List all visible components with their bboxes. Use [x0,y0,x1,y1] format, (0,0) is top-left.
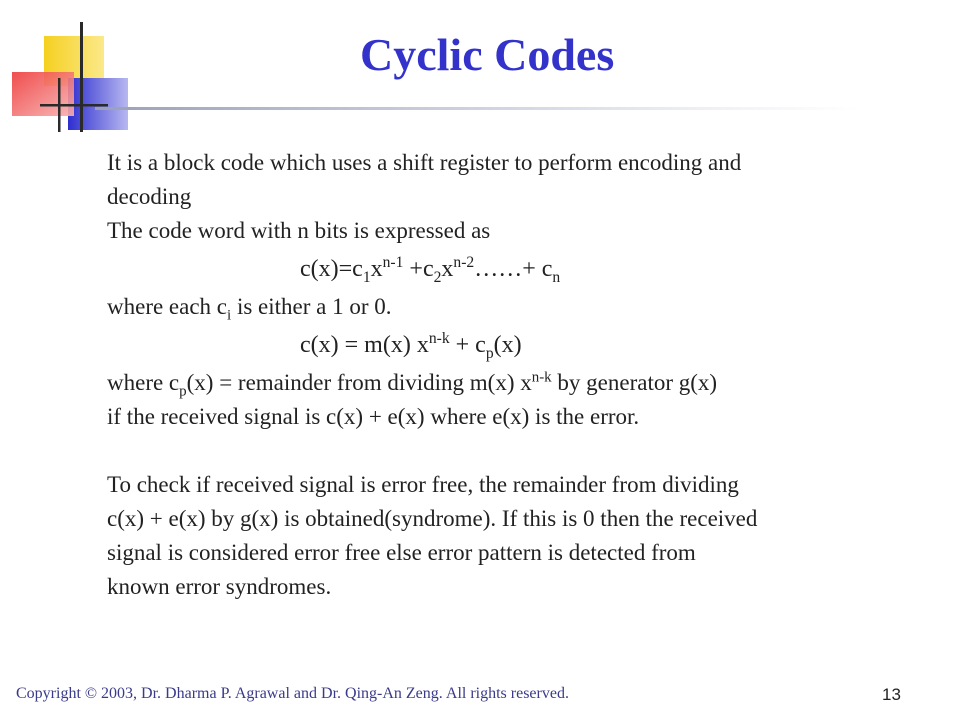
paragraph-coefficient: where each $c_i$ is either a 1 or 0. [107,294,392,324]
paragraph-codeword: The code word with n bits is expressed as [107,218,491,243]
paragraph-definition: It is a block code which uses a shift register to perform encoding and [107,150,742,175]
paragraph-received-signal: if the received signal is c(x) + e(x) where e(x) is the error. [107,404,640,429]
page-number: 13 [882,685,901,704]
decorative-squares-logo [0,0,140,140]
paragraph-error-check-1: To check if received signal is error free, the remainder from dividing [107,472,739,497]
paragraph-error-check-4: known error syndromes. [107,574,332,599]
paragraph-definition-cont: decoding [107,184,192,209]
equation-codeword-polynomial: $c(x)=c_1x^{n-1}$ $+c_2x^{n-2}\dots\dots+ c_n$ [300,254,561,286]
paragraph-remainder: where $c_p(x)$ = remainder from dividing m(x) $x^{n-k}$ by generator g(x) [107,369,718,400]
equation-systematic: c(x) = m(x) $x^{n-k} + c_p(x)$ [300,330,522,362]
slide-title: Cyclic Codes [360,29,615,80]
paragraph-error-check-2: c(x) + e(x) by g(x) is obtained(syndrome). If this is 0 then the received [107,506,758,531]
footer-copyright: Copyright © 2003, Dr. Dharma P. Agrawal and Dr. Qing-An Zeng. All rights reserved. [16,685,569,702]
title-underline [95,107,860,110]
slide-body [107,146,952,604]
paragraph-error-check-3: signal is considered error free else error pattern is detected from [107,540,696,565]
